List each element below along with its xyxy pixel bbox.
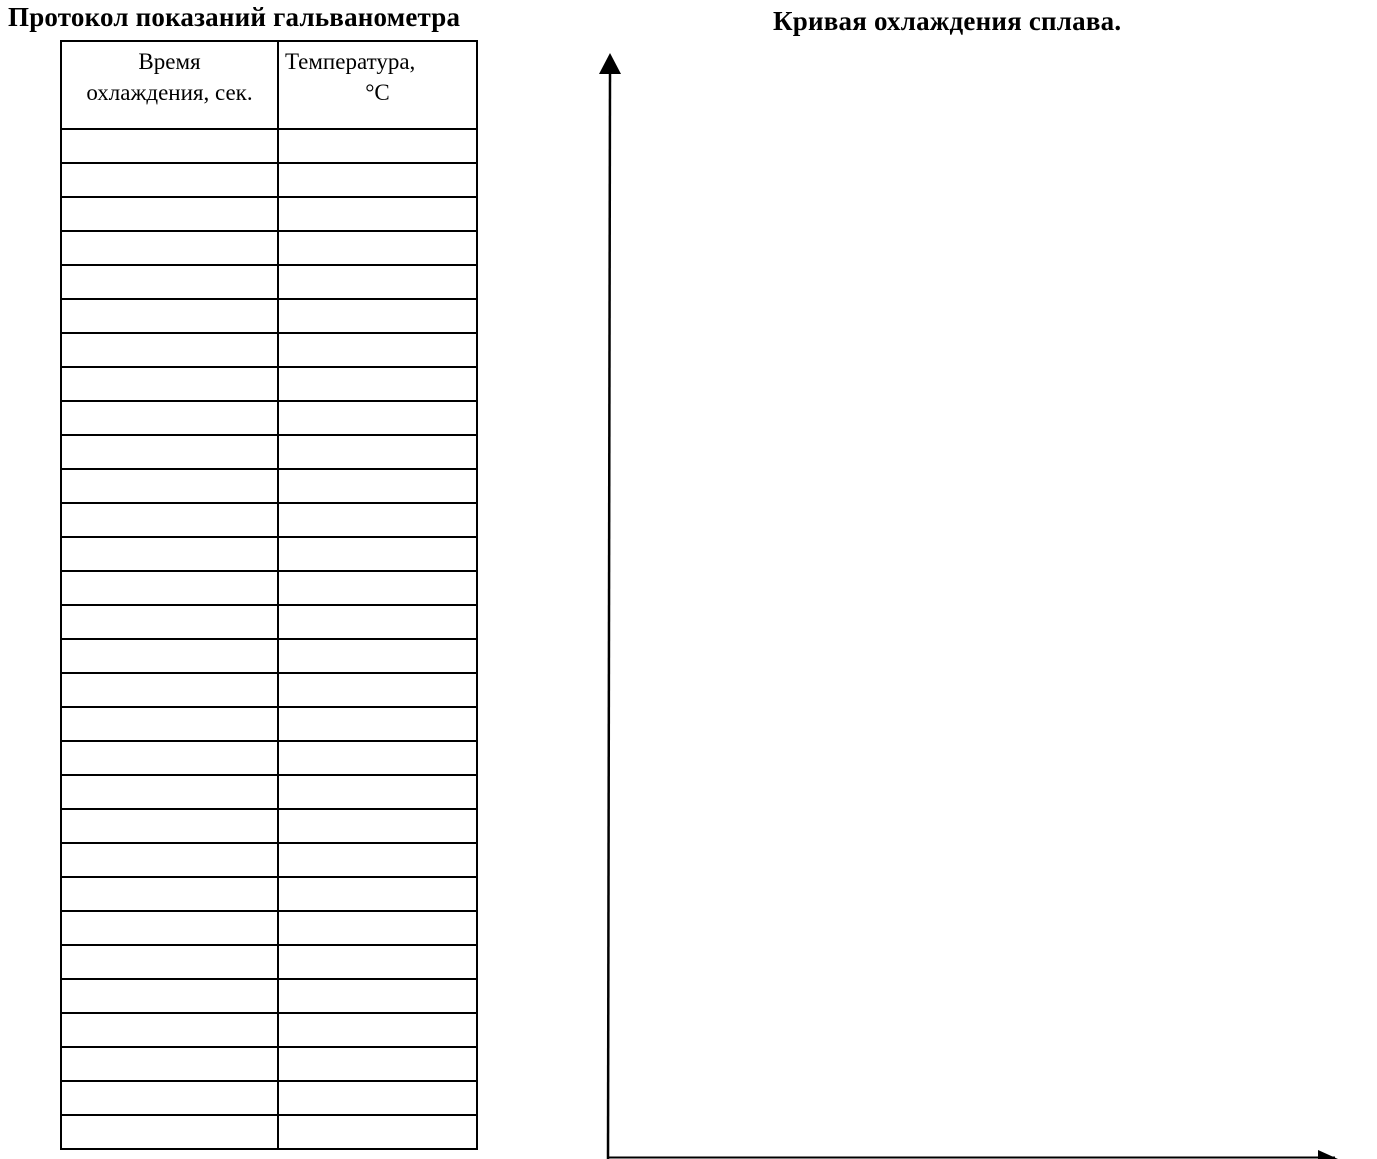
table-row xyxy=(61,877,477,911)
x-axis-arrow-icon xyxy=(1318,1150,1338,1159)
table-row xyxy=(61,945,477,979)
table-row xyxy=(61,129,477,163)
cell-time[interactable] xyxy=(61,741,278,775)
cell-time[interactable] xyxy=(61,877,278,911)
graph-axes xyxy=(560,40,1377,1159)
header-temperature-line-1: Температура, xyxy=(285,49,416,74)
cell-time[interactable] xyxy=(61,265,278,299)
cell-time[interactable] xyxy=(61,333,278,367)
table-row xyxy=(61,503,477,537)
table-row xyxy=(61,1013,477,1047)
cell-temperature[interactable] xyxy=(278,843,477,877)
table-row xyxy=(61,265,477,299)
cell-temperature[interactable] xyxy=(278,299,477,333)
cell-temperature[interactable] xyxy=(278,809,477,843)
cell-temperature[interactable] xyxy=(278,435,477,469)
cell-temperature[interactable] xyxy=(278,775,477,809)
cell-temperature[interactable] xyxy=(278,571,477,605)
cell-time[interactable] xyxy=(61,537,278,571)
table-row xyxy=(61,1047,477,1081)
cell-temperature[interactable] xyxy=(278,1081,477,1115)
table-row xyxy=(61,843,477,877)
table-row xyxy=(61,197,477,231)
cell-temperature[interactable] xyxy=(278,401,477,435)
cell-time[interactable] xyxy=(61,843,278,877)
cell-time[interactable] xyxy=(61,231,278,265)
table-row xyxy=(61,299,477,333)
cell-time[interactable] xyxy=(61,979,278,1013)
galvanometer-log-table xyxy=(60,40,478,1150)
cooling-curve-graph xyxy=(560,40,1377,1159)
cell-time[interactable] xyxy=(61,163,278,197)
table-row xyxy=(61,537,477,571)
header-time xyxy=(61,41,278,129)
table-row xyxy=(61,775,477,809)
cell-time[interactable] xyxy=(61,809,278,843)
table-row xyxy=(61,401,477,435)
table-row xyxy=(61,673,477,707)
table-row xyxy=(61,809,477,843)
cell-time[interactable] xyxy=(61,299,278,333)
cell-temperature[interactable] xyxy=(278,231,477,265)
table-row xyxy=(61,707,477,741)
table-row xyxy=(61,1115,477,1149)
cell-temperature[interactable] xyxy=(278,877,477,911)
cell-temperature[interactable] xyxy=(278,129,477,163)
cell-temperature[interactable] xyxy=(278,333,477,367)
cell-time[interactable] xyxy=(61,469,278,503)
y-axis-arrow-icon xyxy=(599,53,621,74)
cell-temperature[interactable] xyxy=(278,265,477,299)
cell-time[interactable] xyxy=(61,367,278,401)
cell-time[interactable] xyxy=(61,571,278,605)
table-header-row xyxy=(61,41,477,129)
cell-temperature[interactable] xyxy=(278,503,477,537)
cell-time[interactable] xyxy=(61,673,278,707)
table-row xyxy=(61,741,477,775)
cell-time[interactable] xyxy=(61,605,278,639)
cell-temperature[interactable] xyxy=(278,1115,477,1149)
table-row xyxy=(61,367,477,401)
table-row xyxy=(61,1081,477,1115)
cell-temperature[interactable] xyxy=(278,1047,477,1081)
header-time-line-2: охлаждения, сек. xyxy=(86,80,253,105)
table-row xyxy=(61,911,477,945)
cell-time[interactable] xyxy=(61,945,278,979)
cell-temperature[interactable] xyxy=(278,537,477,571)
cell-time[interactable] xyxy=(61,775,278,809)
table-row xyxy=(61,435,477,469)
cell-time[interactable] xyxy=(61,1115,278,1149)
cell-time[interactable] xyxy=(61,503,278,537)
table-row xyxy=(61,469,477,503)
cell-temperature[interactable] xyxy=(278,707,477,741)
header-temperature-unit: °C xyxy=(365,80,390,105)
cell-time[interactable] xyxy=(61,1047,278,1081)
cell-time[interactable] xyxy=(61,401,278,435)
cell-temperature[interactable] xyxy=(278,673,477,707)
table-body xyxy=(61,129,477,1149)
cell-temperature[interactable] xyxy=(278,605,477,639)
table-row xyxy=(61,231,477,265)
cell-time[interactable] xyxy=(61,1081,278,1115)
cell-temperature[interactable] xyxy=(278,1013,477,1047)
cell-temperature[interactable] xyxy=(278,741,477,775)
table-row xyxy=(61,163,477,197)
cell-time[interactable] xyxy=(61,707,278,741)
cell-time[interactable] xyxy=(61,435,278,469)
cell-temperature[interactable] xyxy=(278,163,477,197)
graph-title: Кривая охлаждения сплава. xyxy=(773,6,1122,36)
cell-temperature[interactable] xyxy=(278,911,477,945)
table-row xyxy=(61,333,477,367)
cell-time[interactable] xyxy=(61,197,278,231)
cell-temperature[interactable] xyxy=(278,979,477,1013)
y-axis xyxy=(608,74,610,1159)
cell-time[interactable] xyxy=(61,911,278,945)
table-row xyxy=(61,571,477,605)
cell-temperature[interactable] xyxy=(278,367,477,401)
header-time-line-1: Время xyxy=(138,49,201,74)
table-title: Протокол показаний гальванометра xyxy=(8,2,461,32)
cell-temperature[interactable] xyxy=(278,197,477,231)
header-temperature xyxy=(278,41,477,129)
cell-time[interactable] xyxy=(61,639,278,673)
cell-temperature[interactable] xyxy=(278,469,477,503)
cell-time[interactable] xyxy=(61,129,278,163)
table-row xyxy=(61,639,477,673)
table-row xyxy=(61,605,477,639)
cell-time[interactable] xyxy=(61,1013,278,1047)
cell-temperature[interactable] xyxy=(278,945,477,979)
table-row xyxy=(61,979,477,1013)
cell-temperature[interactable] xyxy=(278,639,477,673)
